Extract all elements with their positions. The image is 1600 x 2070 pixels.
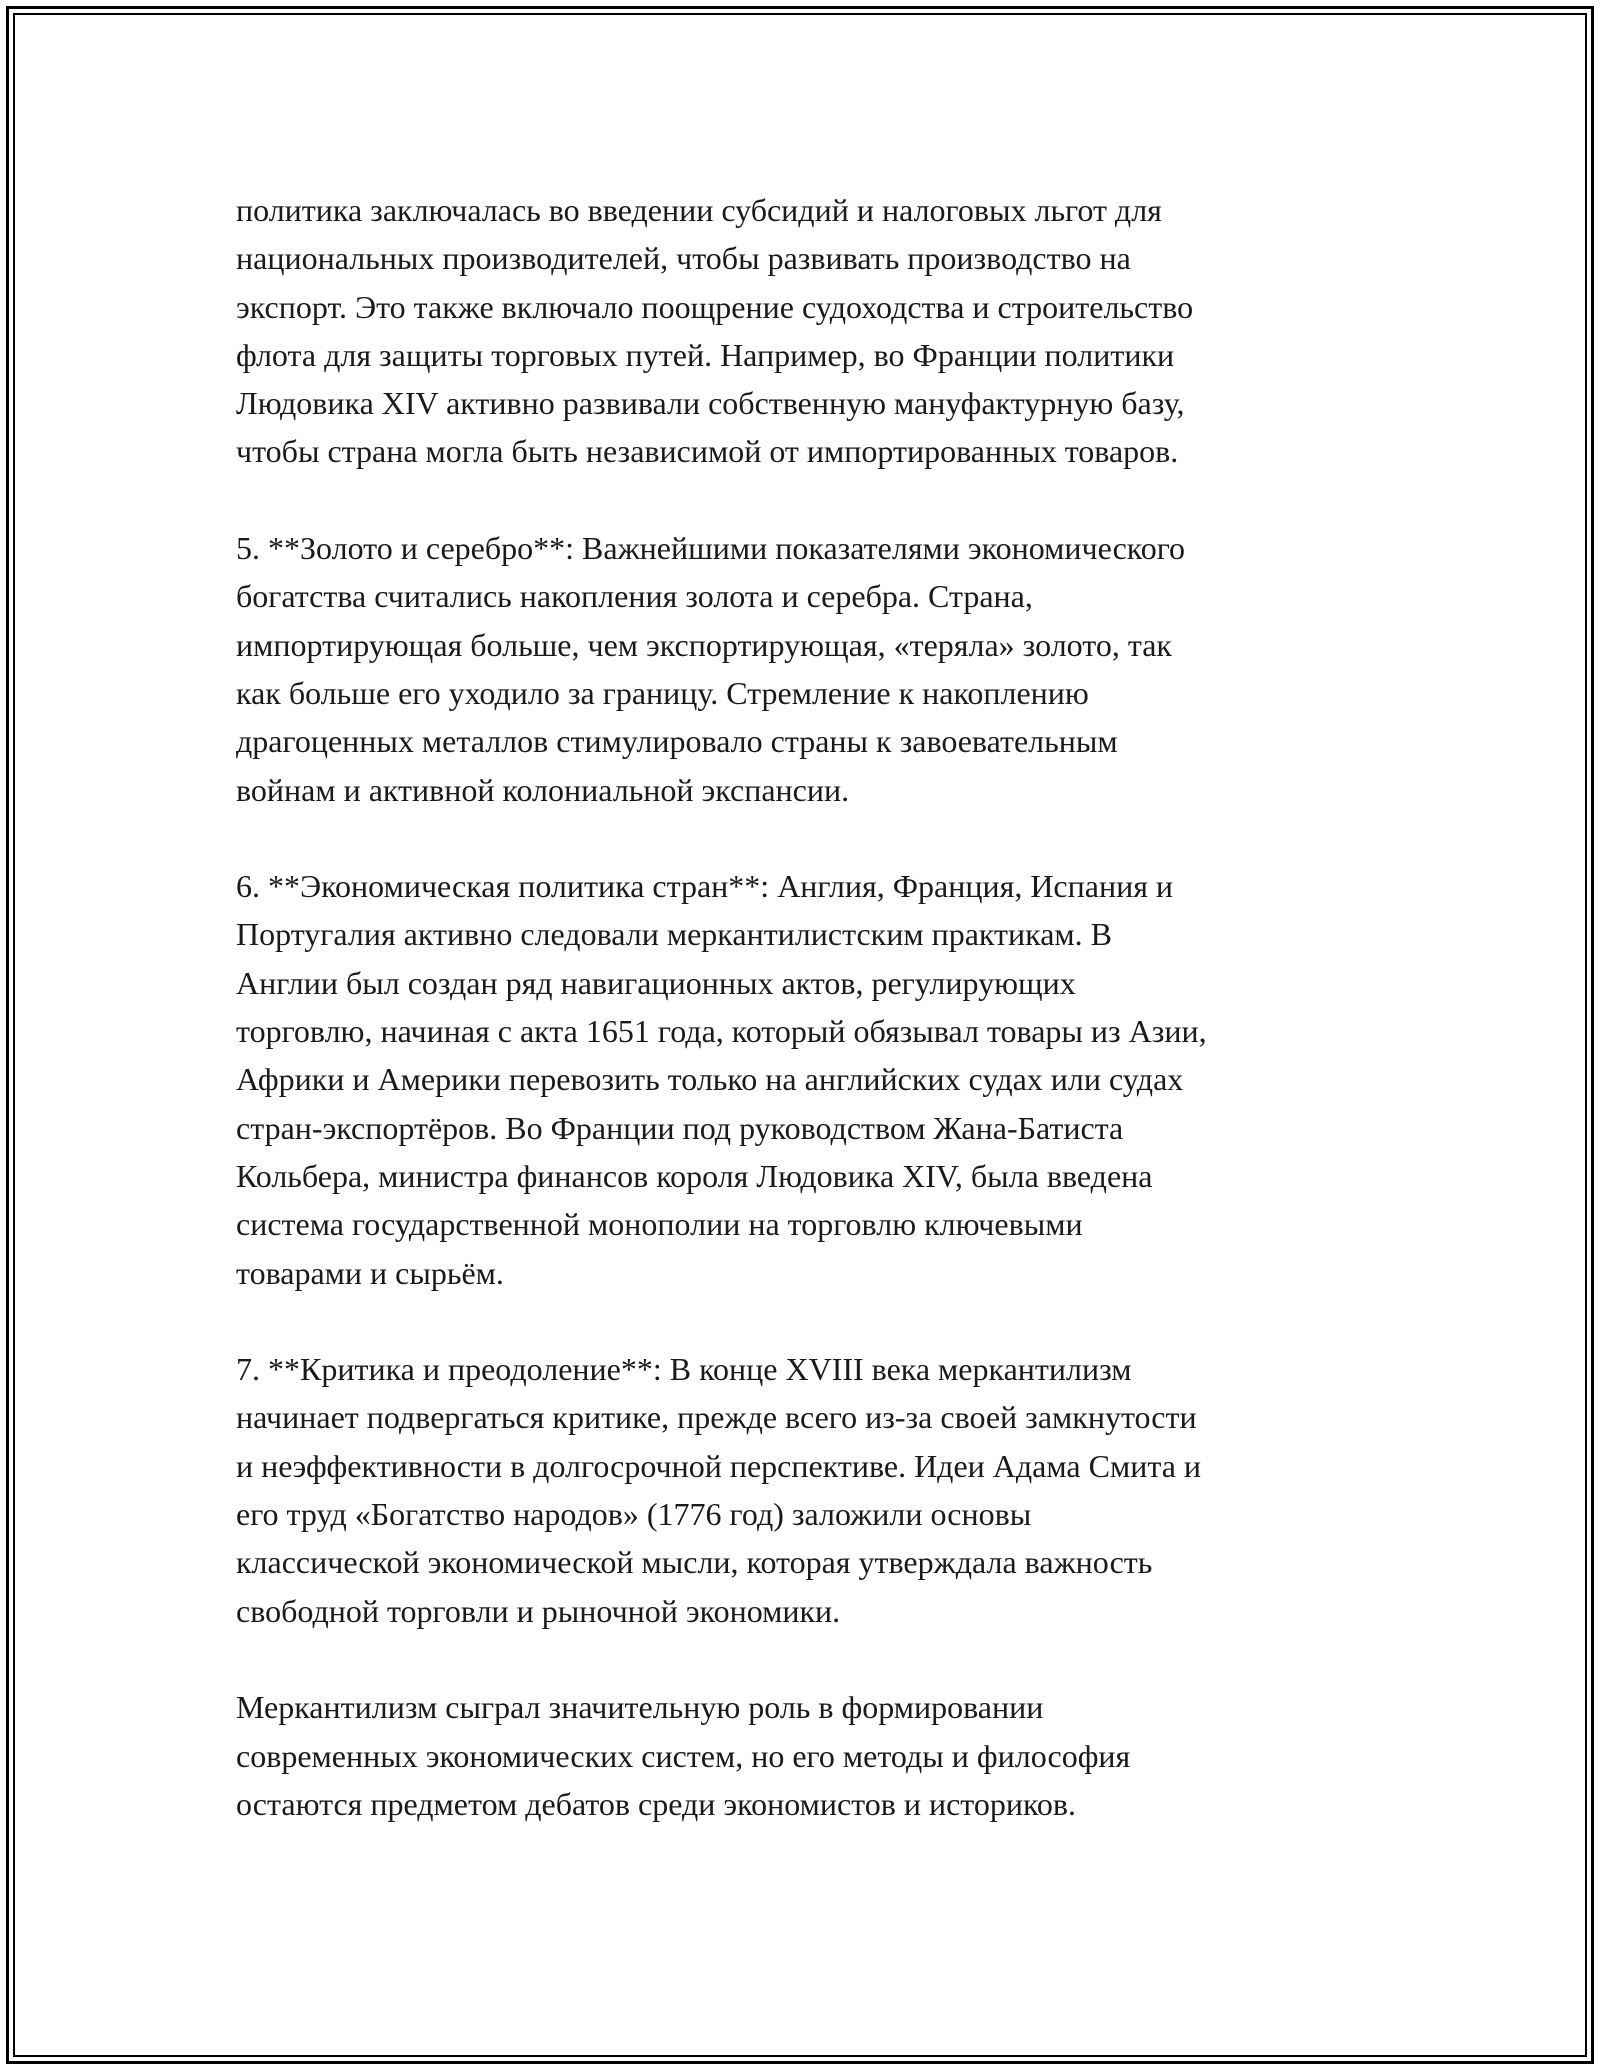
text-line: 7. **Критика и преодоление**: В конце XVIII века меркантилизм	[236, 1351, 1132, 1388]
text-line: его труд «Богатство народов» (1776 год) заложили основы	[236, 1496, 1032, 1533]
text-line: товарами и сырьём.	[236, 1254, 504, 1291]
paragraph-intro-continuation	[236, 186, 1366, 476]
text-line: и неэффективности в долгосрочной перспективе. Идеи Адама Смита и	[236, 1447, 1202, 1484]
text-line: Людовика XIV активно развивали собственную мануфактурную базу,	[236, 385, 1185, 422]
text-line: экспорт. Это также включало поощрение судоходства и строительство	[236, 288, 1194, 325]
text-line: 5. **Золото и серебро**: Важнейшими показателями экономического	[236, 530, 1186, 567]
text-line: классической экономической мысли, которая утверждала важность	[236, 1544, 1153, 1581]
text-line: Меркантилизм сыграл значительную роль в формировании	[236, 1689, 1044, 1726]
text-line: флота для защиты торговых путей. Например, во Франции политики	[236, 336, 1175, 373]
text-line: импортирующая больше, чем экспортирующая, «теряла» золото, так	[236, 626, 1172, 663]
text-line: Африки и Америки перевозить только на английских судах или судах	[236, 1061, 1184, 1098]
text-line: драгоценных металлов стимулировало страны к завоевательным	[236, 723, 1118, 760]
text-line: Португалия активно следовали меркантилистским практикам. В	[236, 916, 1113, 953]
text-line: чтобы страна могла быть независимой от импортированных товаров.	[236, 433, 1179, 470]
text-line: 6. **Экономическая политика стран**: Англия, Франция, Испания и	[236, 868, 1174, 905]
paragraph-item-7	[236, 1345, 1366, 1635]
text-line: как больше его уходило за границу. Стремление к накоплению	[236, 674, 1089, 711]
text-line: политика заключалась во введении субсидий и налоговых льгот для	[236, 192, 1162, 228]
paragraph-conclusion	[236, 1683, 1366, 1828]
paragraph-item-6	[236, 862, 1366, 1297]
text-line: Англии был создан ряд навигационных актов, регулирующих	[236, 964, 1076, 1001]
text-line: войнам и активной колониальной экспансии.	[236, 771, 850, 808]
text-line: современных экономических систем, но его методы и философия	[236, 1737, 1131, 1774]
text-line: богатства считались накопления золота и серебра. Страна,	[236, 578, 1033, 615]
text-line: остаются предметом дебатов среди экономистов и историков.	[236, 1785, 1076, 1822]
text-line: Кольбера, министра финансов короля Людовика XIV, была введена	[236, 1157, 1153, 1194]
text-line: система государственной монополии на торговлю ключевыми	[236, 1206, 1083, 1243]
text-line: национальных производителей, чтобы развивать производство на	[236, 240, 1131, 277]
text-line: свободной торговли и рыночной экономики.	[236, 1592, 841, 1629]
paragraph-item-5	[236, 524, 1366, 814]
text-line: стран-экспортёров. Во Франции под руководством Жана-Батиста	[236, 1109, 1124, 1146]
text-line: торговлю, начиная с акта 1651 года, который обязывал товары из Азии,	[236, 1013, 1207, 1050]
text-line: начинает подвергаться критике, прежде всего из-за своей замкнутости	[236, 1399, 1197, 1436]
document-body	[236, 186, 1366, 1876]
